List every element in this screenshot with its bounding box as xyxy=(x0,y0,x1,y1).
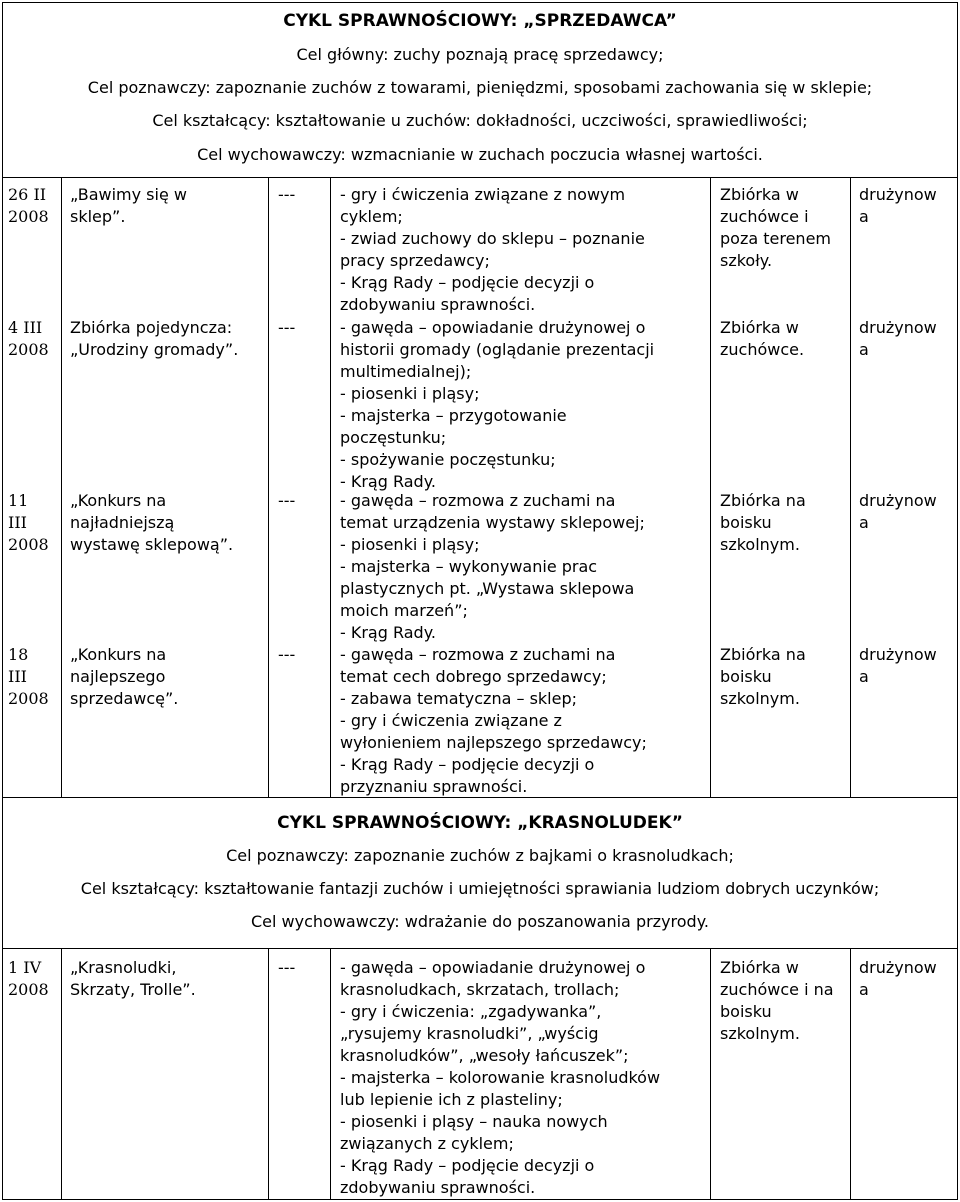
table-row-place: Zbiórka w zuchówce. xyxy=(720,318,805,359)
table-row-dash: --- xyxy=(278,185,296,204)
table2-col-divider xyxy=(850,948,851,1200)
table2-col-divider xyxy=(330,948,331,1200)
table-row-content: - gawęda – rozmowa z zuchami na temat cech dobrego sprzedawcy; - zabawa tematyczna – sklep; - gry i ćwiczenia związane z wyłonieniem najlepszego sprzedawcy; - Krąg Rady – podjęcie decyzji o przyznaniu sprawności. xyxy=(340,645,647,796)
table2-top-border xyxy=(3,948,958,949)
table1-col-divider xyxy=(850,177,851,797)
cycle2-goal-cognitive: Cel poznawczy: zapoznanie zuchów z bajkami o krasnoludkach; xyxy=(226,846,734,865)
table1-col-divider xyxy=(61,177,62,797)
table1-col-divider xyxy=(330,177,331,797)
table-row-content: - gry i ćwiczenia związane z nowym cyklem; - zwiad zuchowy do sklepu – poznanie pracy sprzedawcy; - Krąg Rady – podjęcie decyzji o zdobywaniu sprawności. xyxy=(340,185,645,314)
table-row-date: 1 IV 2008 xyxy=(8,958,49,999)
table-row-place: Zbiórka w zuchówce i poza terenem szkoły. xyxy=(720,185,831,270)
table1-top-border xyxy=(3,177,958,178)
table-row-responsible: drużynow a xyxy=(859,318,937,359)
table-row-responsible: drużynow a xyxy=(859,645,937,686)
table-row-dash: --- xyxy=(278,491,296,510)
table-row-topic: Zbiórka pojedyncza: „Urodziny gromady”. xyxy=(70,318,239,359)
cycle2-goal-educational: Cel wychowawczy: wdrażanie do poszanowania przyrody. xyxy=(251,912,709,931)
table-row-content: - gawęda – opowiadanie drużynowej o krasnoludkach, skrzatach, trollach; - gry i ćwiczenia: „zgadywanka”, „rysujemy krasnoludki”, „wyścig krasnoludków”, „wesoły łańcuszek”; - majsterka – kolorowanie krasnoludków lub lepienie ich z plasteliny; - piosenki i pląsy – nauka nowych związanych z cyklem; - Krąg Rady – podjęcie decyzji o zdobywaniu sprawności. xyxy=(340,958,661,1197)
table-row-dash: --- xyxy=(278,645,296,664)
cycle1-title: CYKL SPRAWNOŚCIOWY: „SPRZEDAWCA” xyxy=(283,11,677,31)
cycle1-goal-educational: Cel wychowawczy: wzmacnianie w zuchach poczucia własnej wartości. xyxy=(197,145,763,164)
table-row-date: 26 II 2008 xyxy=(8,185,49,226)
table-row-date: 4 III 2008 xyxy=(8,318,49,359)
cycle1-goal-formative: Cel kształcący: kształtowanie u zuchów: dokładności, uczciwości, sprawiedliwości; xyxy=(152,111,808,130)
table-row-dash: --- xyxy=(278,318,296,337)
table-row-place: Zbiórka na boisku szkolnym. xyxy=(720,645,806,708)
cycle1-goal-main: Cel główny: zuchy poznają pracę sprzedawcy; xyxy=(296,45,664,64)
table-row-topic: „Konkurs na najlepszego sprzedawcę”. xyxy=(70,645,179,708)
table2-col-divider xyxy=(268,948,269,1200)
table-row-responsible: drużynow a xyxy=(859,185,937,226)
table2-col-divider xyxy=(710,948,711,1200)
cycle2-goal-formative: Cel kształcący: kształtowanie fantazji zuchów i umiejętności sprawiania ludziom dobrych uczynków; xyxy=(80,879,880,898)
table2-col-divider xyxy=(61,948,62,1200)
table-row-topic: „Krasnoludki, Skrzaty, Trolle”. xyxy=(70,958,196,999)
table-row-dash: --- xyxy=(278,958,296,977)
table-row-responsible: drużynow a xyxy=(859,491,937,532)
table-row-topic: „Bawimy się w sklep”. xyxy=(70,185,187,226)
table-row-content: - gawęda – rozmowa z zuchami na temat urządzenia wystawy sklepowej; - piosenki i pląsy; - majsterka – wykonywanie prac plastycznych pt. „Wystawa sklepowa moich marzeń”; - Krąg Rady. xyxy=(340,491,645,642)
table-row-topic: „Konkurs na najładniejszą wystawę sklepową”. xyxy=(70,491,234,554)
table-row-date: 11 III 2008 xyxy=(8,491,49,554)
table-row-place: Zbiórka w zuchówce i na boisku szkolnym. xyxy=(720,958,834,1043)
table1-col-divider xyxy=(710,177,711,797)
table-row-responsible: drużynow a xyxy=(859,958,937,999)
table-row-date: 18 III 2008 xyxy=(8,645,49,708)
cycle2-title: CYKL SPRAWNOŚCIOWY: „KRASNOLUDEK” xyxy=(277,813,683,833)
cycle1-goal-cognitive: Cel poznawczy: zapoznanie zuchów z towarami, pieniędzmi, sposobami zachowania się w sklepie; xyxy=(87,78,873,97)
table-row-place: Zbiórka na boisku szkolnym. xyxy=(720,491,806,554)
table-row-content: - gawęda – opowiadanie drużynowej o historii gromady (oglądanie prezentacji multimedialnej); - piosenki i pląsy; - majsterka – przygotowanie poczęstunku; - spożywanie poczęstunku; - Krąg Rady. xyxy=(340,318,655,491)
table1-col-divider xyxy=(268,177,269,797)
